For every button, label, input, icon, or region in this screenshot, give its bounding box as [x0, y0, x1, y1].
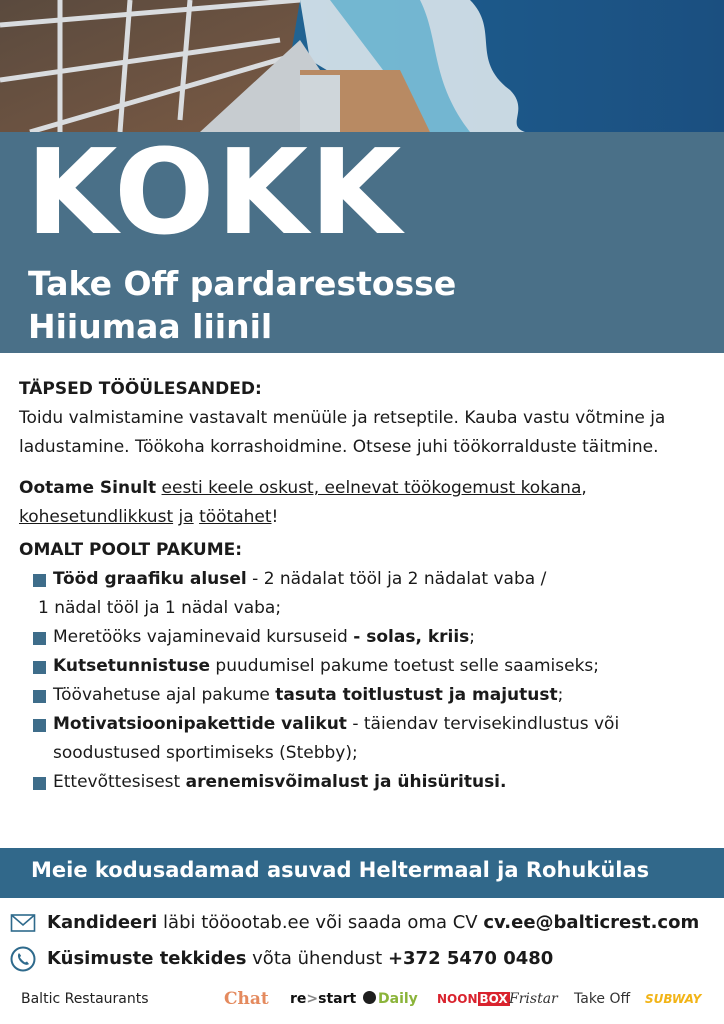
offer-list: [19, 565, 709, 797]
offer-item-bold: Kutsetunnistuse: [53, 656, 211, 676]
hero-photo-ship-wake: [0, 0, 724, 132]
offer-item: [19, 652, 709, 681]
logo-restart-arrow: >: [306, 991, 319, 1007]
offer-item-text: - täiendav tervisekindlustus või: [346, 714, 620, 734]
expect-comma: ,: [581, 478, 587, 498]
phone-icon: [10, 946, 36, 972]
duties-heading: TÄPSED TÖÖÜLESANDED:: [19, 379, 262, 399]
home-ports-text: Meie kodusadamad asuvad Heltermaal ja Rohukülas: [31, 858, 650, 882]
logo-noonbox: [437, 989, 510, 1009]
offer-item: [19, 623, 709, 652]
phone-text: [47, 946, 553, 972]
expect-skills: eesti keele oskust, eelnevat töökogemust kokana: [161, 478, 582, 498]
subtitle-line-2: Hiiumaa liinil: [28, 307, 273, 346]
offer-item-text: Meretööks vajaminevaid kursuseid: [53, 627, 354, 647]
logo-restart: [290, 989, 356, 1009]
phone-number-link[interactable]: +372 5470 0480: [387, 948, 554, 969]
offer-item-text: - 2 nädalat tööl ja 2 nädalat vaba /: [246, 569, 547, 589]
offer-item-continuation: 1 nädal tööl ja 1 nädal vaba;: [38, 598, 282, 618]
brand-logos-row: [0, 985, 724, 1015]
offer-item-bold: Motivatsioonipakettide valikut: [53, 714, 347, 734]
offer-item-text: Ettevõttesisest: [53, 772, 186, 792]
logo-daily: [363, 989, 418, 1009]
offer-item-bold: Tööd graafiku alusel: [53, 569, 247, 589]
offer-item-text: Töövahetuse ajal pakume: [53, 685, 276, 705]
phone-description: võta ühendust: [246, 948, 388, 969]
job-description: [19, 375, 709, 797]
apply-description: läbi tööootab.ee või saada oma CV: [157, 912, 484, 933]
square-bullet-icon: [33, 632, 46, 645]
offer-item-text: ;: [469, 627, 476, 647]
logo-baltic-restaurants: Baltic Restaurants: [21, 991, 149, 1007]
phone-label: Küsimuste tekkides: [47, 948, 247, 969]
logo-restart-re: re: [290, 991, 307, 1007]
logo-fristar: Fristar: [509, 991, 558, 1007]
apply-text: [47, 910, 699, 936]
home-ports-band: [0, 848, 724, 898]
square-bullet-icon: [33, 719, 46, 732]
expect-ja: ja: [178, 507, 194, 527]
logo-restart-start: start: [318, 991, 357, 1007]
offer-heading: OMALT POOLT PAKUME:: [19, 540, 243, 560]
expect-willingness: töötahet: [199, 507, 272, 527]
square-bullet-icon: [33, 574, 46, 587]
offer-item: [19, 710, 709, 739]
offer-item: [19, 681, 709, 710]
offer-item: [19, 768, 709, 797]
logo-chat: Chat: [224, 989, 269, 1009]
fork-knife-icon: [363, 991, 376, 1004]
square-bullet-icon: [33, 690, 46, 703]
expectations: [19, 474, 709, 532]
logo-subway: SUBWAY: [645, 992, 702, 1006]
job-subtitle: [28, 262, 456, 348]
duties-text: Toidu valmistamine vastavalt menüüle ja retseptile. Kauba vastu võtmine ja ladustamine. Töökoha korrashoidmine. Otsese juhi töökorralduste täitmine.: [19, 408, 666, 457]
logo-noon: NOON: [437, 992, 478, 1006]
apply-label: Kandideeri: [47, 912, 158, 933]
offer-item: [19, 565, 709, 594]
job-title: KOKK: [26, 123, 404, 261]
logo-daily-text: Daily: [378, 991, 418, 1007]
offer-item-bold: tasuta toitlustust ja majutust: [275, 685, 558, 705]
logo-box: BOX: [479, 992, 508, 1006]
envelope-icon: [10, 910, 36, 936]
square-bullet-icon: [33, 661, 46, 674]
hero-band: [0, 123, 724, 353]
expect-lead: Ootame Sinult: [19, 478, 157, 498]
square-bullet-icon: [33, 777, 46, 790]
offer-item-continuation: soodustused sportimiseks (Stebby);: [53, 743, 358, 763]
expect-readiness: kohesetundlikkust: [19, 507, 174, 527]
offer-item-bold: arenemisvõimalust ja ühisüritusi.: [185, 772, 507, 792]
apply-email-link[interactable]: cv.ee@balticrest.com: [483, 912, 700, 933]
subtitle-line-1: Take Off pardarestosse: [28, 264, 457, 303]
offer-item-bold: - solas, kriis: [353, 627, 470, 647]
expect-end: !: [271, 507, 279, 527]
offer-item-text: puudumisel pakume toetust selle saamiseks;: [210, 656, 600, 676]
offer-item-text: ;: [557, 685, 564, 705]
logo-take-off: Take Off: [574, 991, 631, 1007]
